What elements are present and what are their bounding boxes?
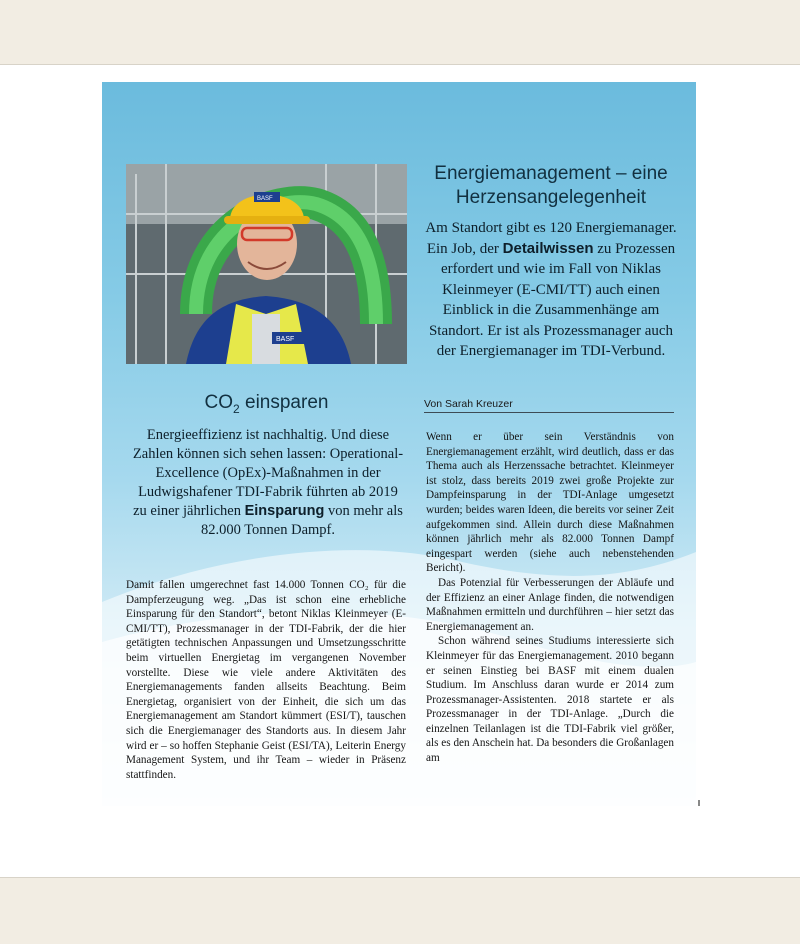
article-panel xyxy=(102,82,696,806)
margin-mark xyxy=(698,800,700,806)
lead-text: Energieeffizienz ist nachhaltig. Und diese Zahlen können sich sehen lassen: Operational-Excellence (OpEx)-Maßnahmen in der Ludwigshafener TDI-Fabrik führten ab 2019 zu einer jährlichen Einsparung von mehr als 82.000 Tonnen Dampf. xyxy=(132,427,404,538)
left-column xyxy=(126,578,406,782)
paragraph: Das Potenzial für Verbesserungen der Abläufe und der Effizienz an einer Anlage finden, die notwendigen Maßnahmen ermitteln und durchführen – hier setzt das Energiemanagement an. xyxy=(426,576,674,633)
paragraph: Damit fallen umgerechnet fast 14.000 Tonnen CO₂ für die Dampferzeugung weg. „Das ist schon eine erhebliche Einsparung für den Standort“, betont Niklas Kleinmeyer (E-CMI/TT), Prozessmanager in der TDI-Fabrik, der die hier getätigten technischen Anpassungen und Umsetzungsschritte beim virtuellen Energietag im vergangenen November vorstellte. Diese wie viele andere Aktivitäten des Energiemanagements fanden allseits Beachtung. Beim Energietag, organisiert von der Einheit, die sich um das Energiemanagement am Standort kümmert (ESI/T), tauschen sich die Energiemanager des Standorts aus. In diesem Jahr wird er – so hoffen Stephanie Geist (ESI/TA), Leiterin Energy Management System, und ihr Team – wieder in Präsenz stattfinden. xyxy=(126,579,406,781)
svg-text:BASF: BASF xyxy=(276,336,295,343)
paragraph: Wenn er über sein Verständnis von Energiemanagement erzählt, wird deutlich, dass er das Thema auch als Herzenssache betrachtet. Kleinmeyer ist stolz, dass bereits 2019 zwei große Projekte zur Dampfeinsparung in der TDI-Anlage umgesetzt wurden; beides waren Ideen, die bereits vor seiner Zeit aufgekommen sind. Allein durch diese Maßnahmen können jährlich mehr als 82.000 Tonnen Dampf eingespart werden (siehe auch nebenstehenden Bericht). xyxy=(426,431,674,575)
intro-text: Am Standort gibt es 120 Energiemanager. Ein Job, der Detailwissen zu Prozessen erfordert und wie im Fall von Niklas Kleinmeyer (E-CMI/TT) auch einen Einblick in die Zusammenhänge am Standort. Er ist als Prozessmanager auch der Energiemanager im TDI-Verbund. xyxy=(425,220,677,359)
intro-bold: Detailwissen xyxy=(502,239,594,257)
author-byline: Von Sarah Kreuzer xyxy=(424,398,674,413)
svg-text:BASF: BASF xyxy=(257,196,273,202)
section-title: $CO_2$ einsparen xyxy=(204,392,329,416)
portrait-photo xyxy=(126,164,407,364)
lead-bold: Einsparung xyxy=(244,503,325,519)
right-column xyxy=(426,430,674,766)
paragraph: Schon während seines Studiums interessierte sich Kleinmeyer für das Energiemanagement. 2010 begann er seinen Einstieg bei BASF mit einem dualen Studium. Im Anschluss daran wurde er 2014 zum Prozessmanager-Assistenten. 2018 startete er als Prozessmanager in der TDI-Anlage. „Durch die einzelnen Teilanlagen ist die TDI-Fabrik viel größer, als es den Anschein hat. Da besonders die Großanlagen am xyxy=(426,635,674,765)
article-headline: Energiemanagement – eine Herzensangelegenheit xyxy=(434,163,668,208)
